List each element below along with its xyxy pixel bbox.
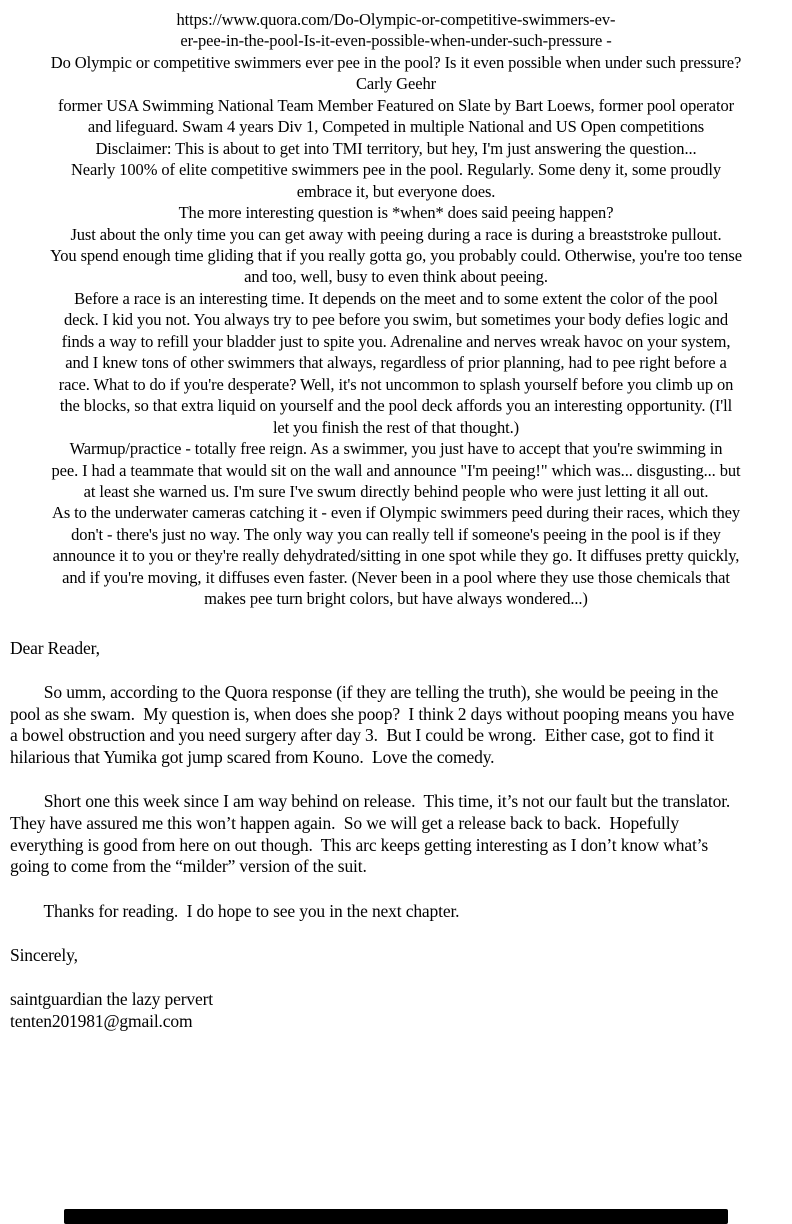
text-line: Thanks for reading. I do hope to see you in the next chapter. — [10, 900, 460, 921]
text-line: deck. I kid you not. You always try to pee before you swim, but sometimes your body defies logic and — [63, 310, 729, 330]
text-line: You spend enough time gliding that if you really gotta go, you probably could. Otherwise, you're too tense — [50, 245, 742, 265]
letter-paragraph-1 — [10, 682, 786, 769]
text-line: Do Olympic or competitive swimmers ever pee in the pool? Is it even possible when under such pressure? — [50, 52, 742, 72]
text-line: As to the underwater cameras catching it - even if Olympic swimmers peed during their races, which they — [52, 503, 740, 523]
text-line: Warmup/practice - totally free reign. As a swimmer, you just have to accept that you're swimming in — [69, 439, 723, 459]
text-line: Short one this week since I am way behind on release. This time, it’s not our fault but the translator. — [10, 791, 731, 812]
text-line: embrace it, but everyone does. — [296, 181, 496, 201]
quora-quote-block — [0, 0, 792, 610]
letter-paragraph-3 — [10, 901, 786, 923]
signature-email: tenten201981@gmail.com — [10, 1010, 193, 1031]
text-line: and I knew tons of other swimmers that always, regardless of prior planning, had to pee right before a — [65, 353, 727, 373]
text-line: going to come from the “milder” version of the suit. — [10, 856, 367, 877]
text-line: and lifeguard. Swam 4 years Div 1, Competed in multiple National and US Open competitions — [87, 117, 705, 137]
text-line: They have assured me this won’t happen again. So we will get a release back to back. Hopefully — [10, 812, 680, 833]
text-line: pee. I had a teammate that would sit on the wall and announce "I'm peeing!" which was... disgusting... but — [51, 460, 741, 480]
text-line: er-pee-in-the-pool-Is-it-even-possible-when-under-such-pressure - — [180, 31, 612, 51]
text-line: makes pee turn bright colors, but have always wondered...) — [204, 589, 588, 609]
closing: Sincerely, — [10, 944, 78, 965]
letter-paragraph-2 — [10, 791, 786, 878]
text-line: at least she warned us. I'm sure I've swum directly behind people who were just letting it all out. — [83, 481, 709, 501]
text-line: Just about the only time you can get away with peeing during a race is during a breaststroke pullout. — [70, 224, 722, 244]
bottom-black-bar — [64, 1209, 728, 1224]
text-line: So umm, according to the Quora response (if they are telling the truth), she would be peeing in the — [10, 681, 719, 702]
text-line: former USA Swimming National Team Member Featured on Slate by Bart Loews, former pool operator — [57, 95, 735, 115]
text-line: announce it to you or they're really dehydrated/sitting in one spot while they go. It diffuses pretty quickly, — [52, 546, 740, 566]
signature — [10, 989, 786, 1032]
text-line: everything is good from here on out though. This arc keeps getting interesting as I don’t know what’s — [10, 834, 709, 855]
text-line: Carly Geehr — [356, 74, 436, 94]
text-line: hilarious that Yumika got jump scared from Kouno. Love the comedy. — [10, 747, 495, 767]
text-line: don't - there's just no way. The only way you can really tell if someone's peeing in the pool is if they — [71, 524, 721, 544]
text-line: Nearly 100% of elite competitive swimmers pee in the pool. Regularly. Some deny it, some proudly — [70, 160, 722, 180]
signature-name: saintguardian the lazy pervert — [10, 988, 213, 1009]
text-line: finds a way to refill your bladder just to spite you. Adrenaline and nerves wreak havoc on your system, — [61, 331, 731, 351]
text-line: race. What to do if you're desperate? Well, it's not uncommon to splash yourself before you climb up on — [58, 374, 734, 394]
text-line: the blocks, so that extra liquid on yourself and the pool deck affords you an interesting opportunity. (I'll — [59, 396, 733, 416]
text-line: Disclaimer: This is about to get into TMI territory, but hey, I'm just answering the question... — [95, 138, 697, 158]
text-line: and if you're moving, it diffuses even faster. (Never been in a pool where they use those chemicals that — [62, 567, 730, 587]
text-line: Before a race is an interesting time. It depends on the meet and to some extent the color of the pool — [74, 288, 718, 308]
text-line: a bowel obstruction and you need surgery after day 3. But I could be wrong. Either case, got to find it — [10, 725, 714, 746]
text-line: and too, well, busy to even think about peeing. — [244, 267, 548, 287]
translator-letter — [0, 638, 792, 1033]
salutation: Dear Reader, — [10, 637, 100, 658]
text-line: https://www.quora.com/Do-Olympic-or-competitive-swimmers-ev- — [176, 10, 616, 29]
text-line: The more interesting question is *when* does said peeing happen? — [178, 203, 614, 223]
text-line: pool as she swam. My question is, when does she poop? I think 2 days without pooping means you have — [10, 703, 735, 724]
text-line: let you finish the rest of that thought.) — [272, 417, 520, 437]
